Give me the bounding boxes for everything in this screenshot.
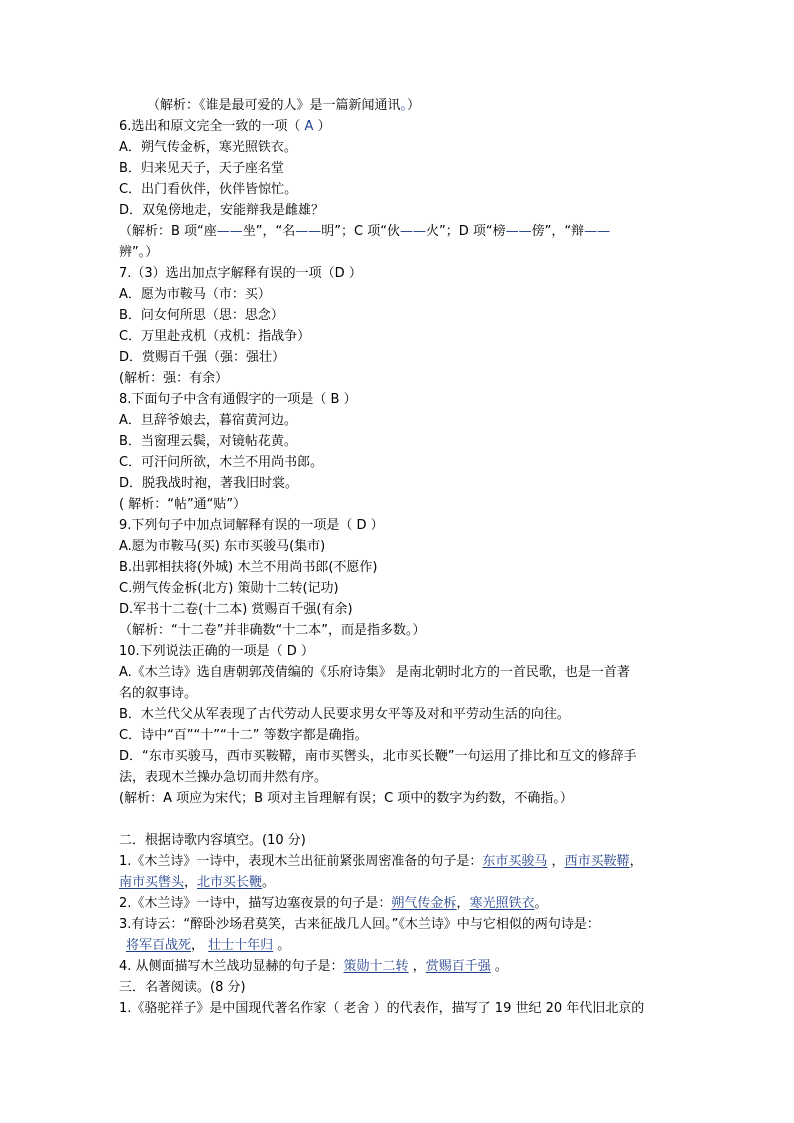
option-line: B．问女何所思（思：思念） bbox=[119, 308, 284, 323]
question-9: 9.下列句子中加点词解释有误的一项是（ D ） bbox=[119, 518, 384, 533]
text-line: （解析：《谁是最可爱的人》是一篇新闻通讯。） bbox=[147, 98, 421, 113]
option-line: C．出门看伙伴，伙伴皆惊忙。 bbox=[119, 182, 298, 197]
section-heading: 三．名著阅读。(8 分) bbox=[119, 980, 246, 995]
option-line: C．万里赴戎机（戎机：指战争） bbox=[119, 329, 311, 344]
text-line: ( 解析：“帖”通“贴”） bbox=[119, 497, 247, 512]
option-line: 法，表现木兰操办急切而井然有序。 bbox=[119, 770, 328, 785]
option-line: 名的叙事诗。 bbox=[119, 686, 198, 701]
text-line: （解析：“十二卷”并非确数“十二本”，而是指多数。） bbox=[119, 623, 426, 638]
question-7: 7.（3）选出加点字解释有误的一项（D ） bbox=[119, 266, 362, 281]
text-line: （解析：B 项“座——坐”，“名——明”；C 项“伙——火”；D 项“榜——傍”，“辩—— bbox=[119, 224, 611, 239]
text-line: (解析：A 项应为宋代；B 项对主旨理解有误；C 项中的数字为约数，不确指。） bbox=[119, 791, 573, 806]
option-line: D．赏赐百千强（强：强壮） bbox=[119, 350, 286, 365]
option-line: C．可汗问所欲，木兰不用尚书郎。 bbox=[119, 455, 324, 470]
option-line: A．愿为市鞍马（市：买） bbox=[119, 287, 271, 302]
option-line: B．木兰代父从军表现了古代劳动人民要求男女平等及对和平劳动生活的向往。 bbox=[119, 707, 570, 722]
option-line: A.《木兰诗》选自唐朝郭茂倩编的《乐府诗集》 是南北朝时北方的一首民歌，也是一首著 bbox=[119, 665, 630, 680]
option-line: D.军书十二卷(十二本) 赏赐百千强(有余) bbox=[119, 602, 353, 617]
section-heading: 二．根据诗歌内容填空。(10 分) bbox=[119, 833, 306, 848]
option-line: D．双兔傍地走，安能辩我是雌雄？ bbox=[119, 203, 325, 218]
fill-item: 1.《木兰诗》一诗中，表现木兰出征前紧张周密准备的句子是：东市买骏马 ，西市买鞍鞯， bbox=[119, 854, 643, 869]
question-6: 6.选出和原文完全一致的一项（ A ） bbox=[119, 119, 331, 134]
option-line: A.愿为市鞍马(买) 东市买骏马(集市) bbox=[119, 539, 326, 554]
text-line: 1.《骆驼祥子》是中国现代著名作家（ 老舍 ）的代表作，描写了 19 世纪 20 年代旧北京的 bbox=[119, 1001, 645, 1016]
option-line: A．朔气传金柝，寒光照铁衣。 bbox=[119, 140, 297, 155]
option-line: A．旦辞爷娘去，暮宿黄河边。 bbox=[119, 413, 297, 428]
fill-item: 4. 从侧面描写木兰战功显赫的句子是：策勋十二转 ，赏赐百千强 。 bbox=[119, 959, 508, 974]
fill-item: 2.《木兰诗》一诗中，描写边塞夜景的句子是：朔气传金柝，寒光照铁衣。 bbox=[119, 896, 548, 911]
fill-item: 将军百战死， 壮士十年归 。 bbox=[126, 938, 291, 953]
option-line: B．归来见天子，天子座名堂 bbox=[119, 161, 284, 176]
question-8: 8.下面句子中含有通假字的一项是（ B ） bbox=[119, 392, 357, 407]
option-line: B．当窗理云鬓，对镜帖花黄。 bbox=[119, 434, 297, 449]
fill-item: 3.有诗云：“醉卧沙场君莫笑，古来征战几人回。”《木兰诗》中与它相似的两句诗是： bbox=[119, 917, 600, 932]
text-line: 辨”。） bbox=[119, 245, 159, 260]
text-line: (解析：强：有余） bbox=[119, 371, 229, 386]
option-line: B.出郭相扶将(外城) 木兰不用尚书郎(不愿作) bbox=[119, 560, 378, 575]
option-line: C．诗中“百”“十”“十二” 等数字都是确指。 bbox=[119, 728, 368, 743]
option-line: D．“东市买骏马，西市买鞍鞯，南市买辔头，北市买长鞭”一句运用了排比和互文的修辞手 bbox=[119, 749, 637, 764]
option-line: D．脱我战时袍，著我旧时裳。 bbox=[119, 476, 299, 491]
question-10: 10.下列说法正确的一项是（ D ） bbox=[119, 644, 314, 659]
option-line: C.朔气传金柝(北方) 策勋十二转(记功) bbox=[119, 581, 339, 596]
fill-item: 南市买辔头，北市买长鞭。 bbox=[119, 875, 276, 890]
